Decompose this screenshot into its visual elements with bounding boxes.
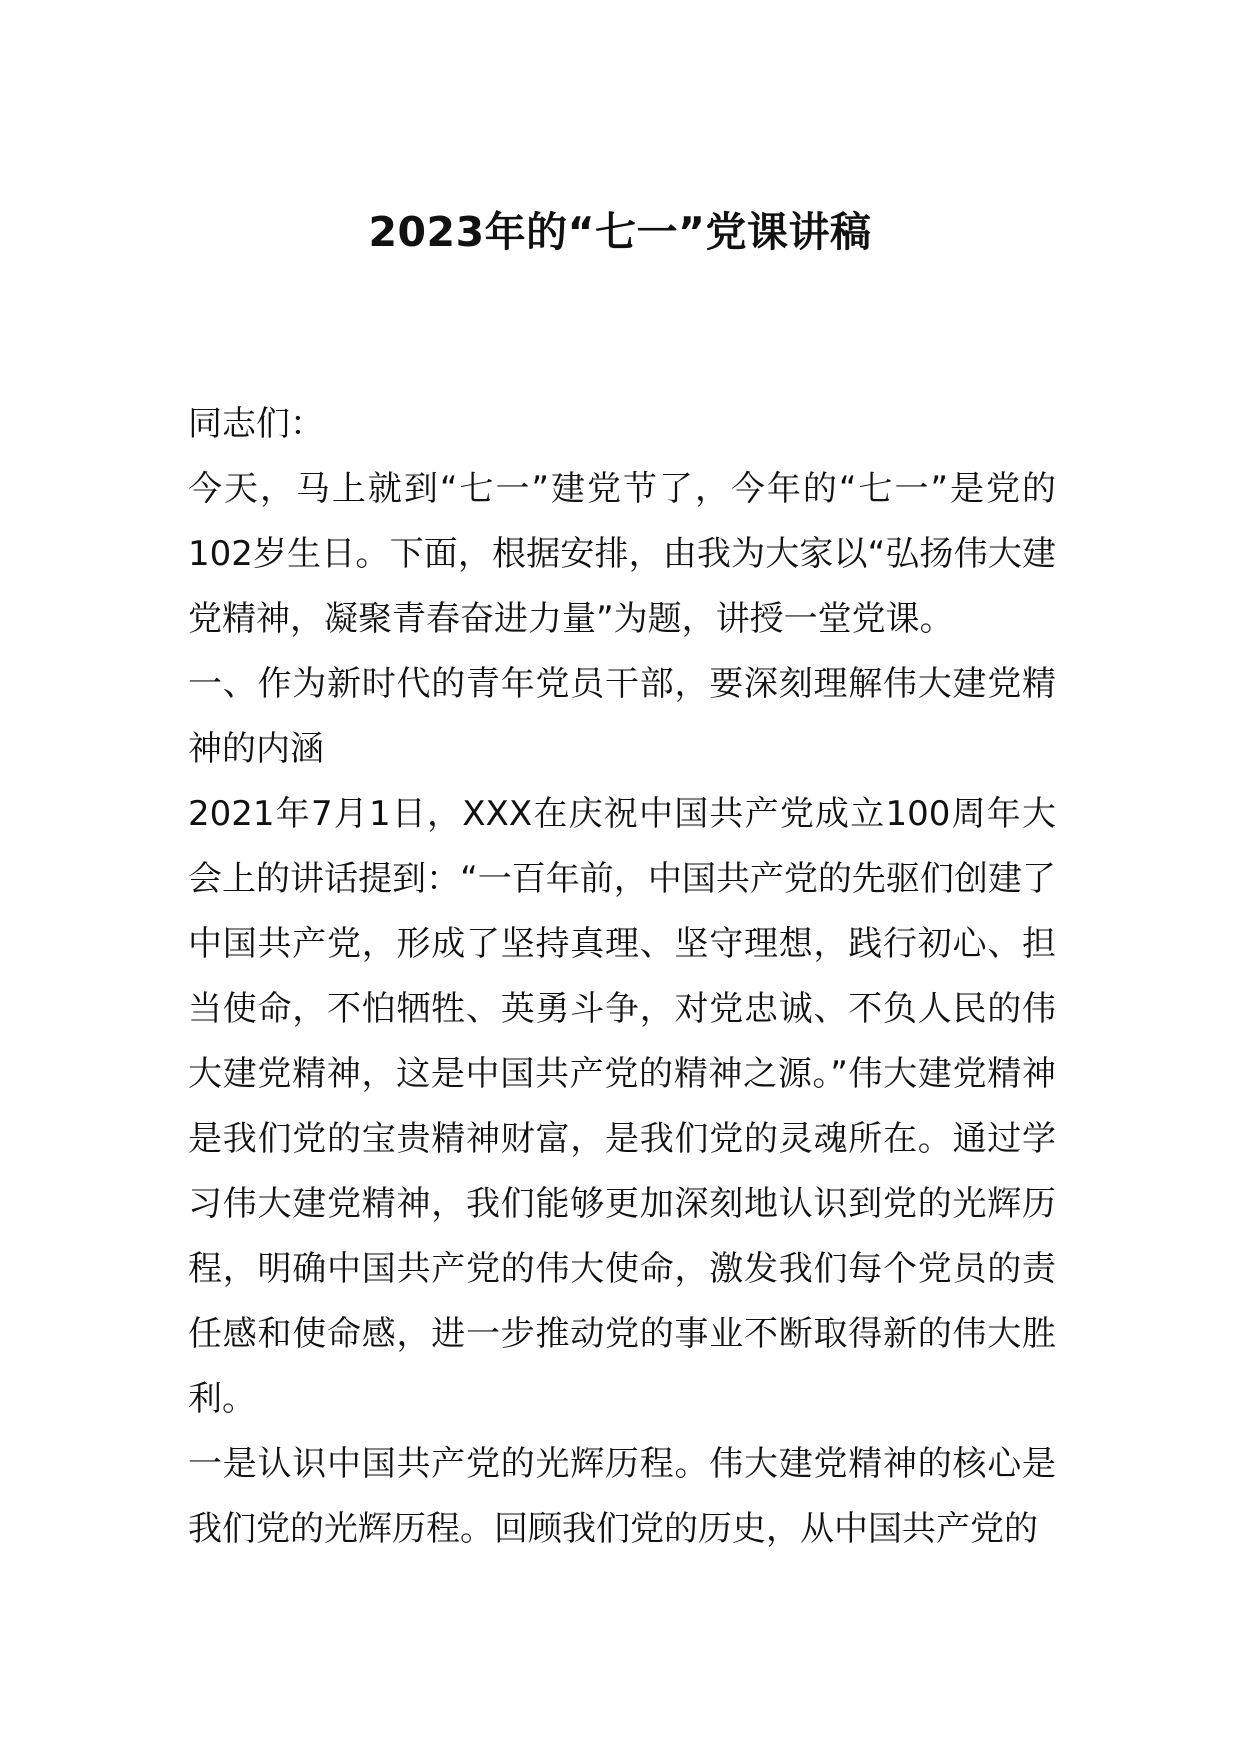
body-paragraph: 2021年7月1日，XXX在庆祝中国共产党成立100周年大会上的讲话提到：“一百年前，中国共产党的先驱们创建了中国共产党，形成了坚持真理、坚守理想，践行初心、担当使命，不怕牺牲、英勇斗争，对党忠诚、不负人民的伟大建党精神，这是中国共产党的精神之源。”伟大建党精神是我们党的宝贵精神财富，是我们党的灵魂所在。通过学习伟大建党精神，我们能够更加深刻地认识到党的光辉历程，明确中国共产党的伟大使命，激发我们每个党员的责任感和使命感，进一步推动党的事业不断取得新的伟大胜利。 — [188, 794, 1056, 1419]
intro-paragraph: 今天，马上就到“七一”建党节了，今年的“七一”是党的102岁生日。下面，根据安排，由我为大家以“弘扬伟大建党精神，凝聚青春奋进力量”为题，讲授一堂党课。 — [188, 469, 1056, 639]
salutation-paragraph: 同志们： — [188, 404, 324, 444]
document-title: 2023年的“七一”党课讲稿 — [368, 208, 872, 256]
document-body — [188, 392, 1056, 1562]
section-heading-1: 一、作为新时代的青年党员干部，要深刻理解伟大建党精神的内涵 — [188, 664, 1056, 769]
body-paragraph: 一是认识中国共产党的光辉历程。伟大建党精神的核心是我们党的光辉历程。回顾我们党的历史，从中国共产党的 — [188, 1444, 1056, 1549]
